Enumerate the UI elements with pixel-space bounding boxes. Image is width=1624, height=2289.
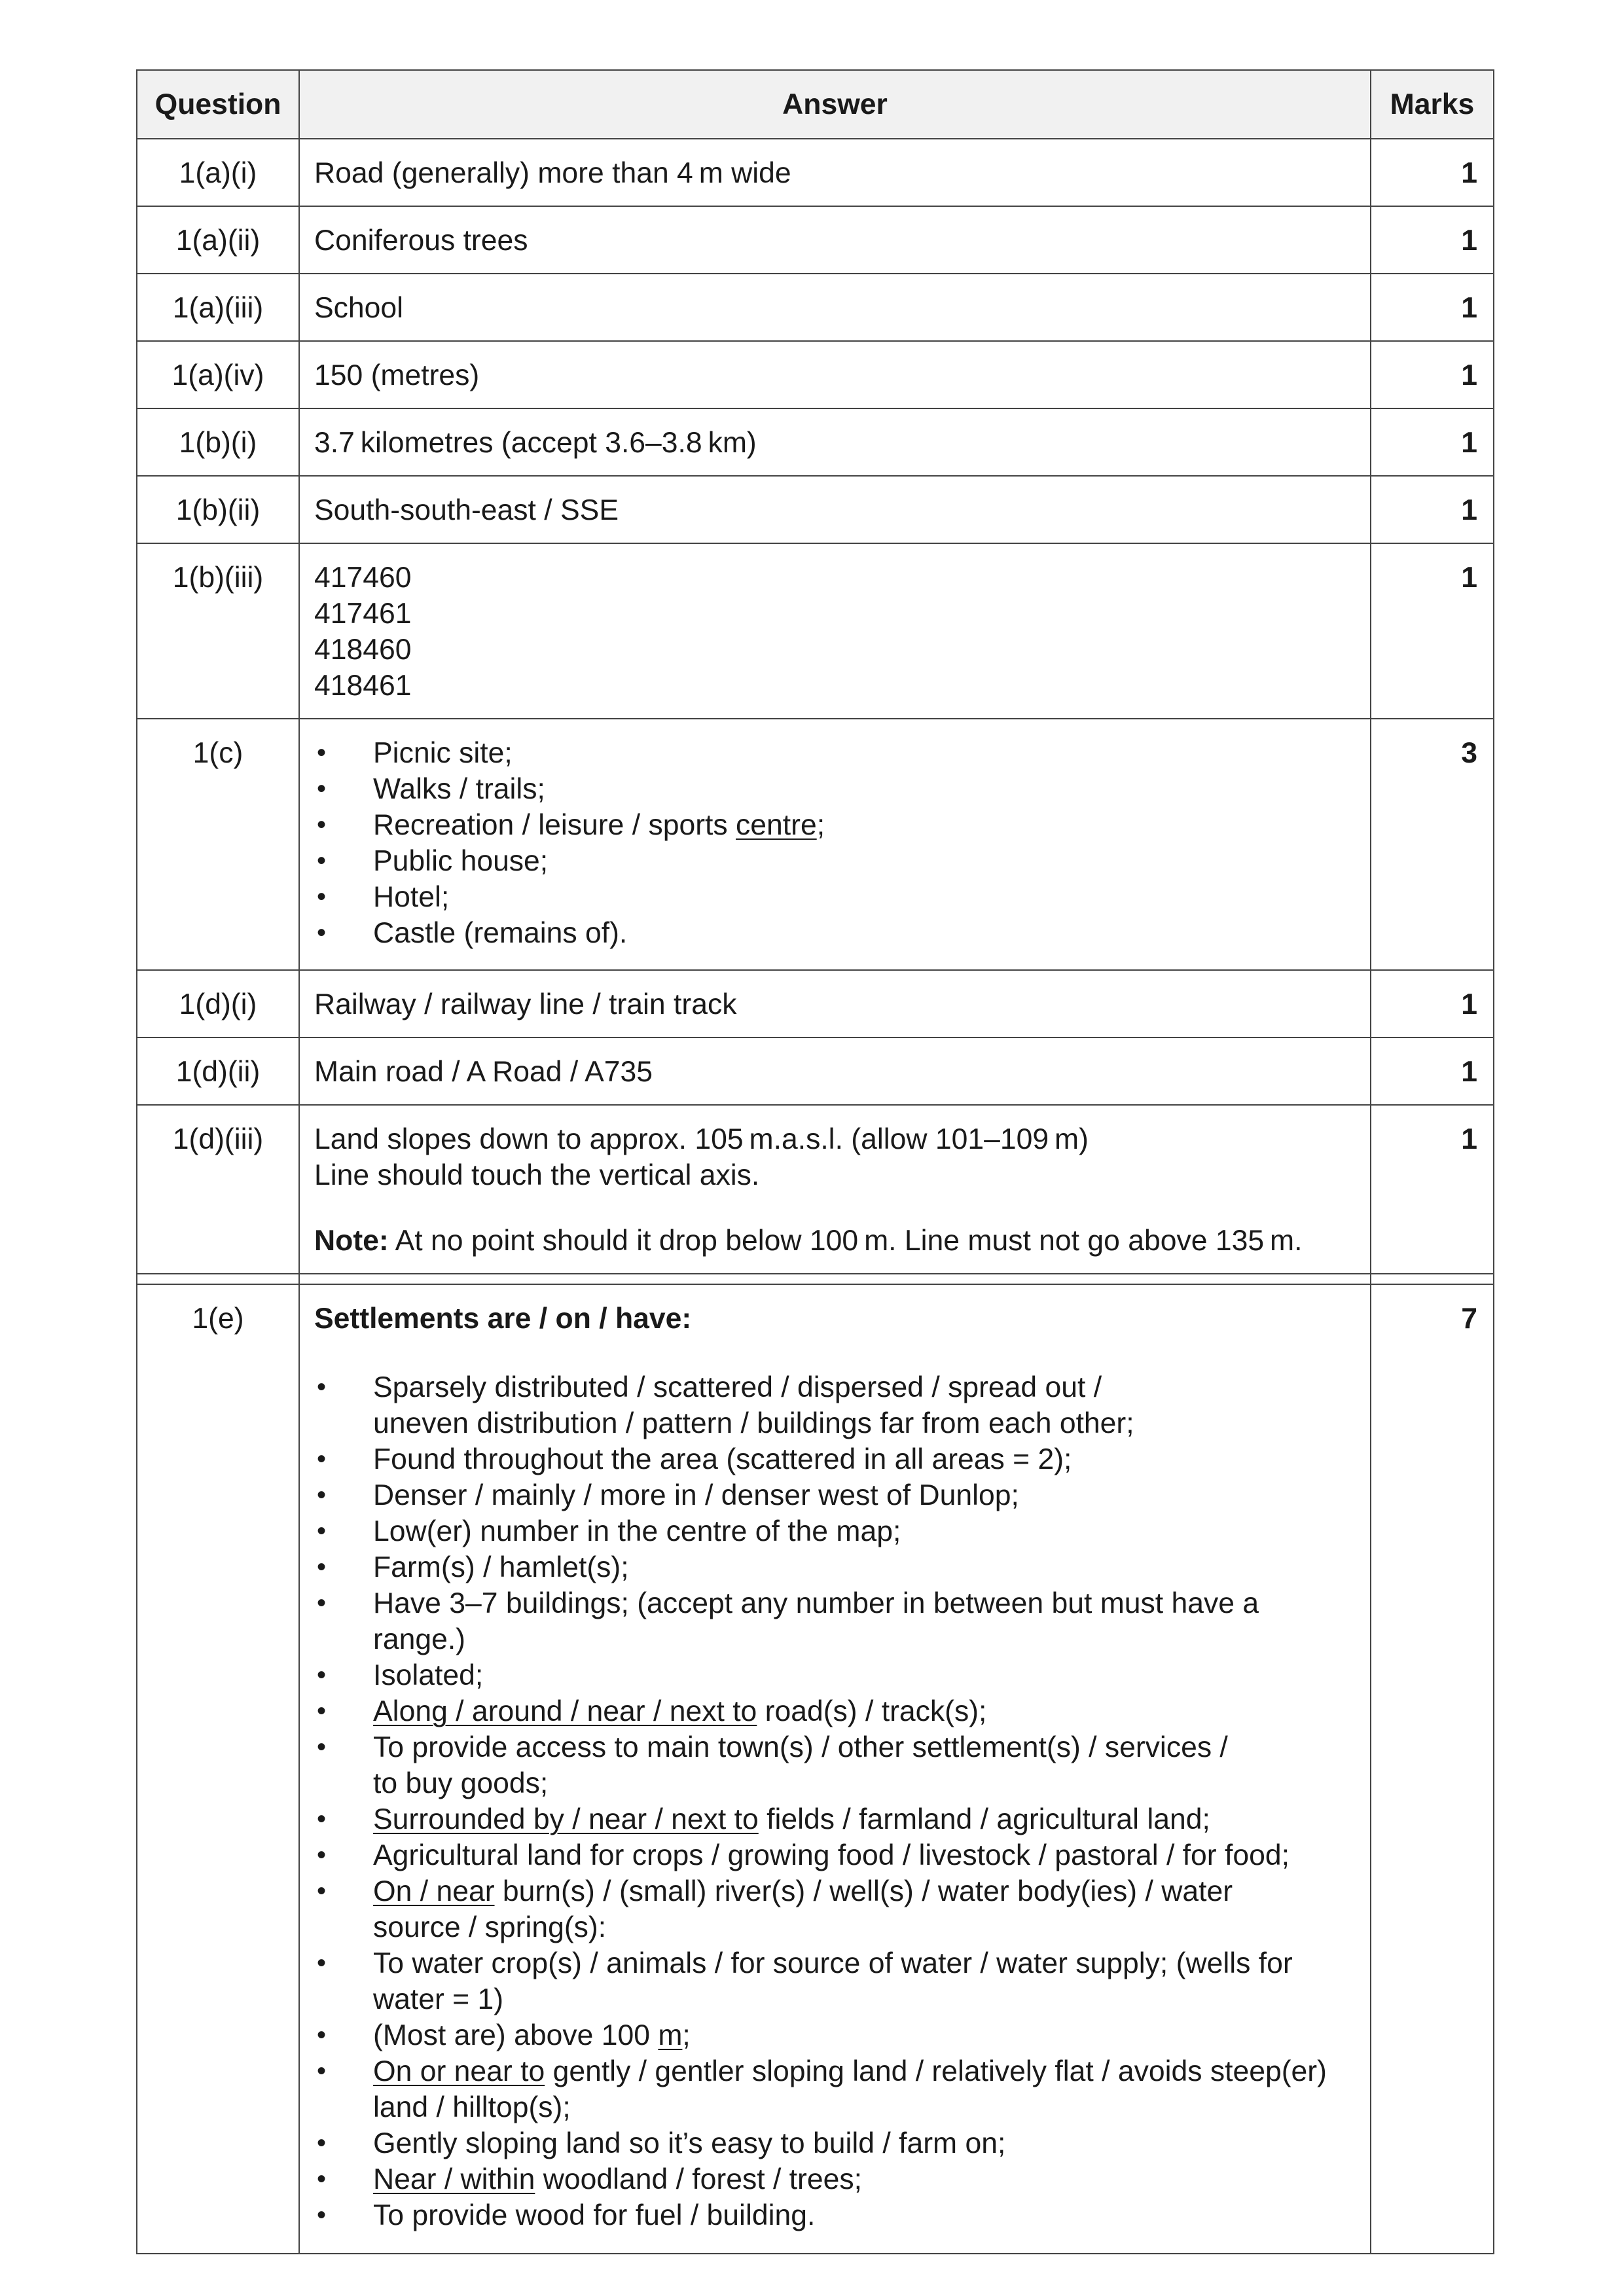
list-item: • Walks / trails; — [314, 771, 1356, 807]
marks-cell: 7 — [1371, 1284, 1494, 2254]
header-row — [137, 70, 1494, 139]
list-item: • Farm(s) / hamlet(s); — [314, 1549, 1356, 1585]
marks-cell: 1 — [1371, 408, 1494, 476]
table-row — [137, 1284, 1494, 2254]
list-item: • Surrounded by / near / next to fields / farmland / agricultural land; — [314, 1801, 1356, 1837]
question-cell: 1(d)(iii) — [137, 1105, 299, 1274]
list-item: • To provide access to main town(s) / other settlement(s) / services / to buy goods; — [314, 1729, 1356, 1801]
mark-scheme-table — [136, 69, 1494, 2254]
grid-reference: 417461 — [314, 598, 412, 630]
answer-cell — [299, 1284, 1371, 2254]
marks-cell: 1 — [1371, 341, 1494, 408]
question-cell: 1(b)(i) — [137, 408, 299, 476]
table-row — [137, 970, 1494, 1037]
question-cell: 1(d)(ii) — [137, 1037, 299, 1105]
list-item: • Have 3–7 buildings; (accept any number in between but must have a range.) — [314, 1585, 1356, 1657]
list-item: • On or near to gently / gentler sloping land / relatively flat / avoids steep(er) land / hilltop(s); — [314, 2053, 1356, 2125]
answer-header: Answer — [299, 70, 1371, 139]
marks-cell: 1 — [1371, 206, 1494, 274]
marks-cell: 1 — [1371, 1037, 1494, 1105]
marks-cell: 1 — [1371, 543, 1494, 719]
list-item: • Denser / mainly / more in / denser west of Dunlop; — [314, 1477, 1356, 1513]
grid-reference: 418461 — [314, 670, 412, 702]
answer-cell — [299, 719, 1371, 970]
answer-cell: 3.7 kilometres (accept 3.6–3.8 km) — [299, 408, 1371, 476]
answer-cell: South-south-east / SSE — [299, 476, 1371, 543]
marks-cell: 1 — [1371, 476, 1494, 543]
list-item: • Low(er) number in the centre of the map; — [314, 1513, 1356, 1549]
list-item: • (Most are) above 100 m; — [314, 2017, 1356, 2053]
marks-cell: 1 — [1371, 970, 1494, 1037]
list-item: • Sparsely distributed / scattered / dispersed / spread out / uneven distribution / pattern / buildings far from each other; — [314, 1369, 1356, 1441]
table-row — [137, 274, 1494, 341]
table-row — [137, 206, 1494, 274]
list-item: • To provide wood for fuel / building. — [314, 2197, 1356, 2233]
answer-cell: Land slopes down to approx. 105 m.a.s.l. (allow 101–109 m) Line should touch the vertical axis. Note: At no point should it drop below 100 m. Line must not go above 135 m. — [299, 1105, 1371, 1274]
table-row — [137, 719, 1494, 970]
table-row — [137, 139, 1494, 206]
list-item: • Agricultural land for crops / growing food / livestock / pastoral / for food; — [314, 1837, 1356, 1873]
list-item: • Hotel; — [314, 879, 1356, 915]
list-item: • To water crop(s) / animals / for source of water / water supply; (wells for water = 1) — [314, 1945, 1356, 2017]
question-cell: 1(a)(iv) — [137, 341, 299, 408]
answer-cell: Coniferous trees — [299, 206, 1371, 274]
list-item: • Recreation / leisure / sports centre; — [314, 807, 1356, 843]
bullet-list — [314, 735, 1356, 951]
answer-cell: Main road / A Road / A735 — [299, 1037, 1371, 1105]
question-cell: 1(d)(i) — [137, 970, 299, 1037]
answer-cell: Road (generally) more than 4 m wide — [299, 139, 1371, 206]
question-cell: 1(e) — [137, 1284, 299, 2254]
answer-cell: 150 (metres) — [299, 341, 1371, 408]
table-row — [137, 543, 1494, 719]
list-item: • Near / within woodland / forest / trees; — [314, 2161, 1356, 2197]
separator-row — [137, 1274, 1494, 1284]
table-row — [137, 408, 1494, 476]
question-cell: 1(a)(i) — [137, 139, 299, 206]
answer-cell — [299, 543, 1371, 719]
list-item: • Found throughout the area (scattered in all areas = 2); — [314, 1441, 1356, 1477]
list-item: • Public house; — [314, 843, 1356, 879]
list-item: • Isolated; — [314, 1657, 1356, 1693]
question-cell: 1(c) — [137, 719, 299, 970]
marks-cell: 3 — [1371, 719, 1494, 970]
table-row — [137, 1037, 1494, 1105]
question-cell: 1(b)(ii) — [137, 476, 299, 543]
bullet-list — [314, 1369, 1356, 2233]
marks-cell: 1 — [1371, 139, 1494, 206]
answer-cell: Railway / railway line / train track — [299, 970, 1371, 1037]
grid-reference: 418460 — [314, 634, 412, 666]
question-header: Question — [137, 70, 299, 139]
marks-header: Marks — [1371, 70, 1494, 139]
note: Note: At no point should it drop below 100 m. Line must not go above 135 m. — [314, 1225, 1303, 1257]
answer-heading: Settlements are / on / have: — [314, 1303, 692, 1335]
list-item: • On / near burn(s) / (small) river(s) / well(s) / water body(ies) / water source / spring(s): — [314, 1873, 1356, 1945]
answer-cell: School — [299, 274, 1371, 341]
table-row — [137, 1105, 1494, 1274]
question-cell: 1(a)(iii) — [137, 274, 299, 341]
list-item: • Picnic site; — [314, 735, 1356, 771]
marks-cell: 1 — [1371, 274, 1494, 341]
grid-reference: 417460 — [314, 562, 412, 594]
question-cell: 1(b)(iii) — [137, 543, 299, 719]
marks-cell: 1 — [1371, 1105, 1494, 1274]
list-item: • Gently sloping land so it’s easy to build / farm on; — [314, 2125, 1356, 2161]
question-cell: 1(a)(ii) — [137, 206, 299, 274]
table-row — [137, 341, 1494, 408]
list-item: • Along / around / near / next to road(s) / track(s); — [314, 1693, 1356, 1729]
list-item: • Castle (remains of). — [314, 915, 1356, 951]
table-row — [137, 476, 1494, 543]
